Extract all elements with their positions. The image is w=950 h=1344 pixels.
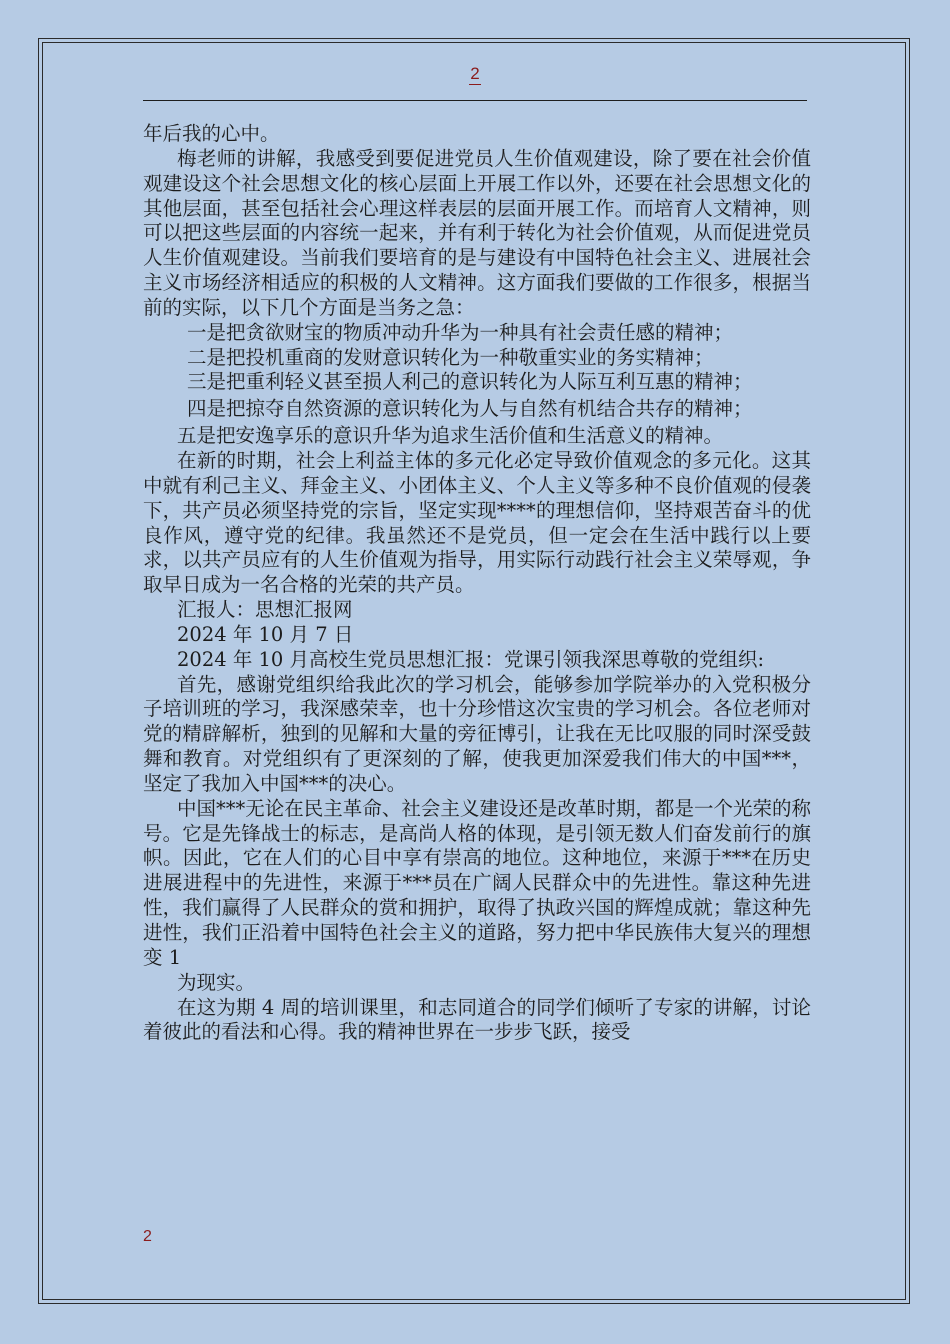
list-item: 三是把重利轻义甚至损人利己的意识转化为人际互利互惠的精神；: [187, 370, 753, 394]
header-page-number-text: 2: [470, 64, 480, 83]
list-item: 五是把安逸享乐的意识升华为追求生活价值和生活意义的精神。: [177, 424, 724, 448]
footer-page-number: 2: [143, 1228, 152, 1245]
paragraph: 为现实。: [177, 970, 256, 994]
paragraph: 年后我的心中。: [143, 122, 280, 145]
date-line: 2024 年 10 月 7 日: [177, 622, 354, 646]
paragraph: 中国***无论在民主革命、社会主义建设还是改革时期，都是一个光荣的称号。它是先锋战士的标志，是高尚人格的体现，是引领无数人们奋发前行的旗帜。因此，它在人们的心目中享有崇高的地位。这种地位，来源于***在历史进展进程中的先进性，来源于***员在广阔人民群众中的先进性。靠这种先进性，我们赢得了人民群众的赏和拥护，取得了执政兴国的辉煌成就；靠这种先进性，我们正沿着中国特色社会主义的道路，努力把中华民族伟大复兴的理想变 1: [143, 796, 811, 969]
list-item: 一是把贪欲财宝的物质冲动升华为一种具有社会责任感的精神；: [187, 320, 734, 344]
header-page-number: [0, 64, 950, 85]
list-item: 四是把掠夺自然资源的意识转化为人与自然有机结合共存的精神；: [187, 397, 753, 421]
document-body: [143, 122, 811, 1045]
signature-line: 汇报人：思想汇报网: [177, 598, 353, 622]
paragraph: 在新的时期，社会上利益主体的多元化必定导致价值观念的多元化。这其中就有利己主义、拜金主义、小团体主义、个人主义等多种不良价值观的侵袭下，共产员必须坚持党的宗旨，坚定实现****的理想信仰，坚持艰苦奋斗的优良作风，遵守党的纪律。我虽然还不是党员，但一定会在生活中践行以上要求，以共产员应有的人生价值观为指导，用实际行动践行社会主义荣辱观，争取早日成为一名合格的光荣的共产员。: [143, 448, 811, 597]
paragraph: 首先，感谢党组织给我此次的学习机会，能够参加学院举办的入党积极分子培训班的学习，我深感荣幸，也十分珍惜这次宝贵的学习机会。各位老师对党的精辟解析，独到的见解和大量的旁征博引，让我在无比叹服的同时深受鼓舞和教育。对党组织有了更深刻的了解，使我更加深爱我们伟大的中国***，坚定了我加入中国***的决心。: [143, 672, 811, 795]
paragraph: 在这为期 4 周的培训课里，和志同道合的同学们倾听了专家的讲解，讨论着彼此的看法和心得。我的精神世界在一步步飞跃，接受: [143, 995, 811, 1044]
section-heading: 2024 年 10 月高校生党员思想汇报：党课引领我深思尊敬的党组织:: [177, 647, 765, 671]
paragraph: 梅老师的讲解，我感受到要促进党员人生价值观建设，除了要在社会价值观建设这个社会思想文化的核心层面上开展工作以外，还要在社会思想文化的其他层面，甚至包括社会心理这样表层的层面开展工作。而培育人文精神，则可以把这些层面的内容统一起来，并有利于转化为社会价值观，从而促进党员人生价值观建设。当前我们要培育的是与建设有中国特色社会主义、进展社会主义市场经济相适应的积极的人文精神。这方面我们要做的工作很多，根据当前的实际，以下几个方面是当务之急：: [143, 146, 811, 319]
header-rule: [143, 100, 807, 101]
list-item: 二是把投机重商的发财意识转化为一种敬重实业的务实精神；: [187, 345, 714, 369]
